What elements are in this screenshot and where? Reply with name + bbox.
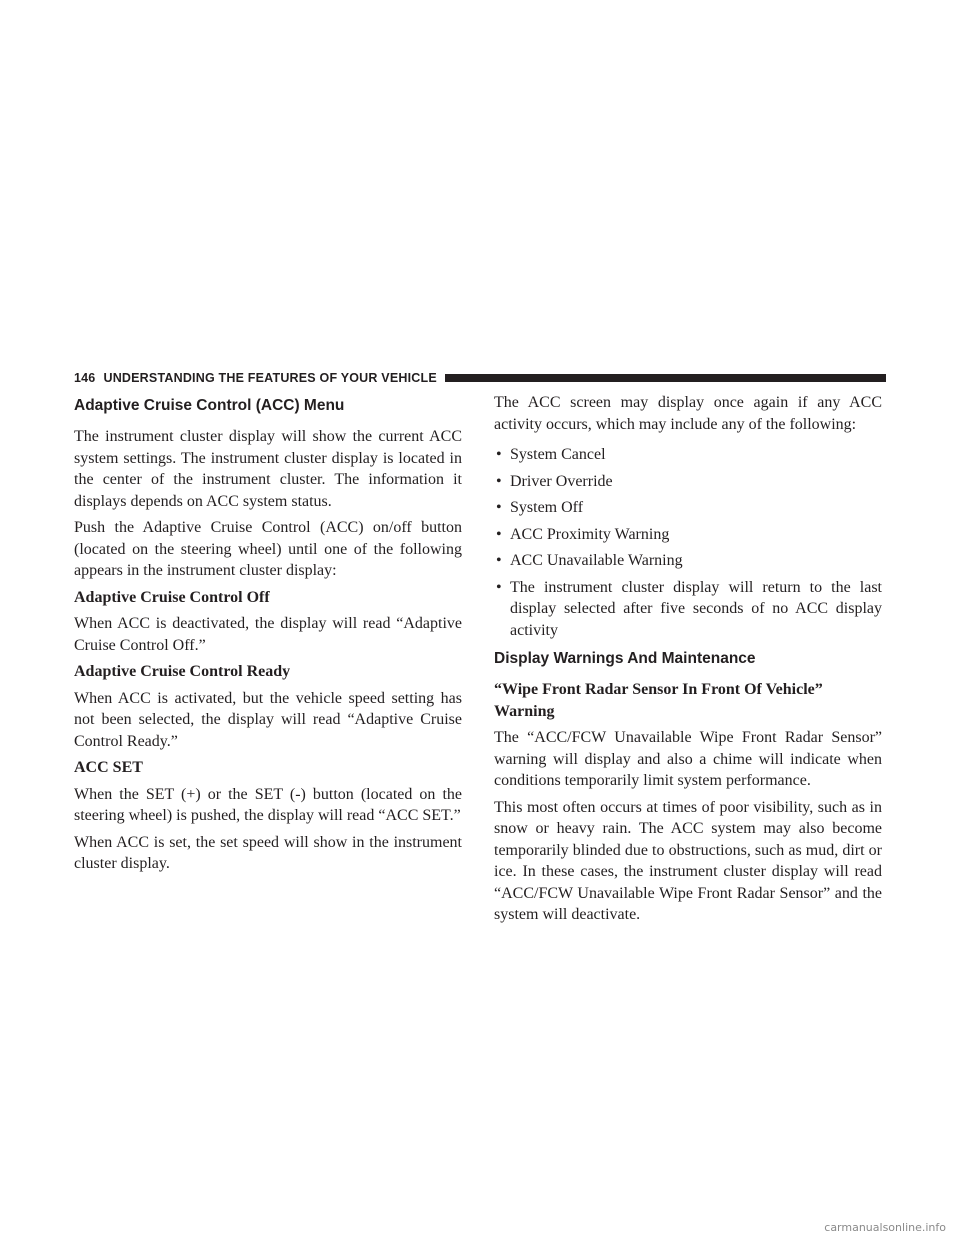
bullet-icon: • [496, 578, 502, 596]
paragraph: When ACC is deactivated, the display will read “Adaptive Cruise Control Off.” [74, 615, 462, 654]
subheading-acc-set: ACC SET [74, 759, 143, 776]
bullet-icon: • [496, 525, 502, 543]
list-item: • Driver Override [494, 471, 882, 493]
paragraph: When ACC is set, the set speed will show in the instrument cluster display. [74, 833, 462, 872]
paragraph: The instrument cluster display will show the current ACC system settings. The instrument cluster display is located in the center of the instrument cluster. The information it displays depends on ACC system status. [74, 428, 462, 510]
subheading-acc-off: Adaptive Cruise Control Off [74, 588, 270, 606]
bullet-icon: • [496, 552, 502, 569]
subheading-wipe-radar-warning: “Wipe Front Radar Sensor In Front Of Vehicle” Warning [494, 681, 823, 720]
running-header [74, 370, 886, 386]
header-rule [445, 374, 886, 382]
paragraph: Push the Adaptive Cruise Control (ACC) on/off button (located on the steering wheel) until one of the following appears in the instrument cluster display: [74, 519, 462, 579]
page-number: 146 [74, 371, 96, 385]
running-title: UNDERSTANDING THE FEATURES OF YOUR VEHICLE [103, 371, 437, 385]
bullet-icon: • [496, 472, 502, 490]
paragraph: The “ACC/FCW Unavailable Wipe Front Radar Sensor” warning will display and also a chime will indicate when conditions temporarily limit system performance. [494, 729, 882, 789]
list-item: • ACC Unavailable Warning [494, 550, 882, 572]
section-heading-acc-menu: Adaptive Cruise Control (ACC) Menu [74, 397, 345, 414]
list-item: • The instrument cluster display will return to the last display selected after five seconds of no ACC display activity [496, 578, 882, 639]
list-item: • System Cancel [494, 444, 882, 466]
paragraph: When ACC is activated, but the vehicle speed setting has not been selected, the display will read “Adaptive Cruise Control Ready.” [74, 689, 462, 750]
section-heading-display-warnings: Display Warnings And Maintenance [494, 650, 756, 667]
bullet-icon: • [496, 446, 502, 463]
list-item: • ACC Proximity Warning [494, 524, 882, 546]
subheading-acc-ready: Adaptive Cruise Control Ready [74, 663, 291, 680]
paragraph: This most often occurs at times of poor visibility, such as in snow or heavy rain. The ACC system may also become temporarily blinded due to obstructions, such as mud, dirt or ice. In these cases, the instrument cluster display will read “ACC/FCW Unavailable Wipe Front Radar Sensor” and the system will deactivate. [494, 798, 882, 923]
bullet-icon: • [496, 499, 502, 516]
list-item: • System Off [494, 497, 882, 519]
paragraph: When the SET (+) or the SET (-) button (located on the steering wheel) is pushed, the display will read “ACC SET.” [74, 785, 462, 824]
watermark: carmanualsonline.info [824, 1221, 946, 1234]
paragraph: The ACC screen may display once again if any ACC activity occurs, which may include any of the following: [494, 394, 882, 433]
right-column [494, 392, 882, 931]
bullet-list [494, 444, 882, 641]
left-column [74, 392, 462, 880]
